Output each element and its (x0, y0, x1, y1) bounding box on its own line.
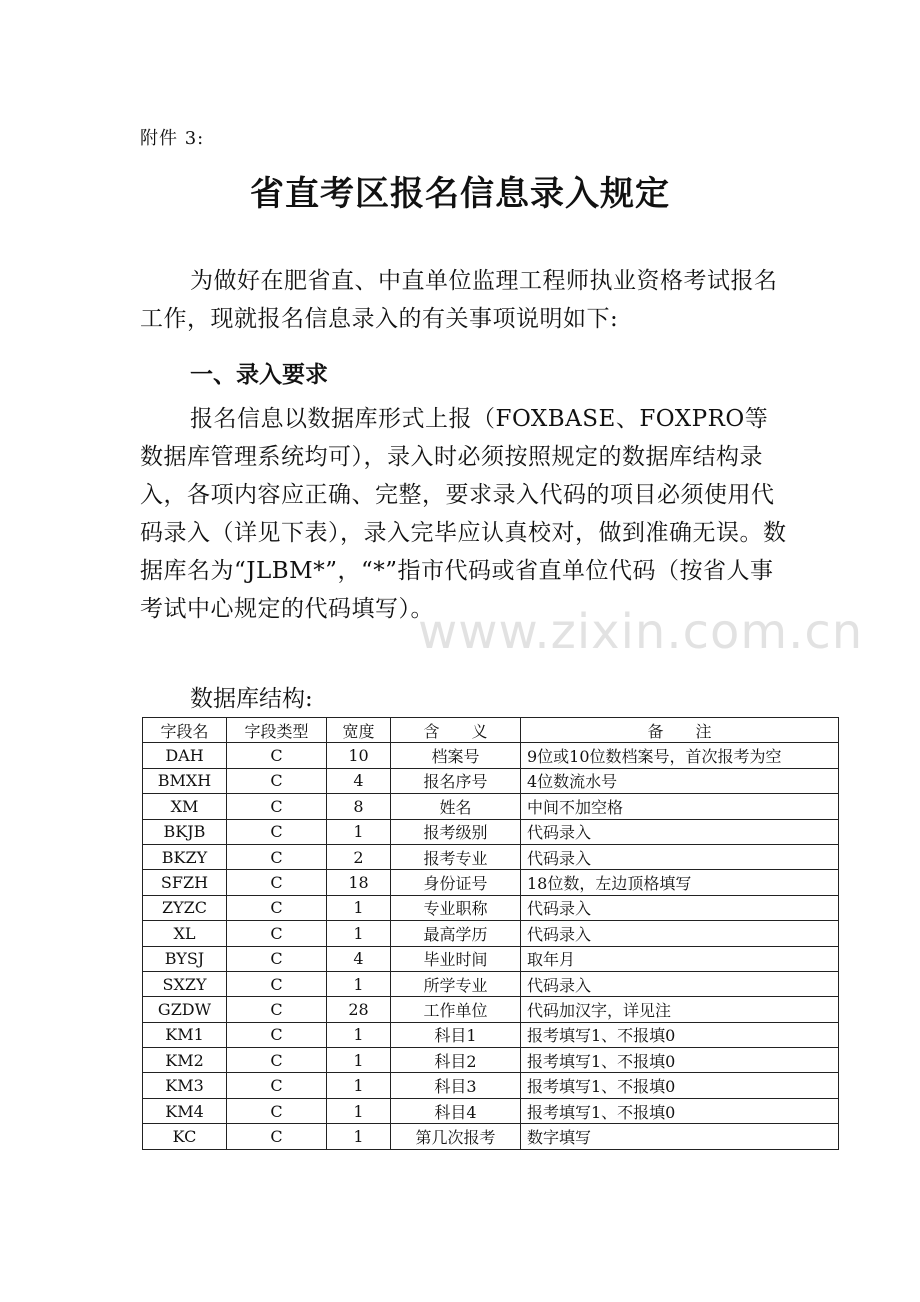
requirements-paragraph: 报名信息以数据库形式上报（FOXBASE、FOXPRO等数据库管理系统均可），录入时必须按照规定的数据库结构录入，各项内容应正确、完整，要求录入代码的项目必须使用代码录入（详见下表），录入完毕应认真校对，做到准确无误。数据库名为“JLBM*”，“*”指市代码或省直单位代码（按省人事考试中心规定的代码填写）。 (140, 406, 787, 622)
table-row (143, 997, 839, 1022)
cell-field-type: C (227, 895, 327, 920)
attachment-label: 附件 3: (140, 128, 205, 149)
cell-width: 2 (327, 844, 391, 869)
cell-field-type: C (227, 819, 327, 844)
cell-field-name: BKJB (143, 819, 227, 844)
table-row (143, 1073, 839, 1098)
cell-remarks: 4位数流水号 (521, 768, 839, 793)
cell-field-name: SXZY (143, 971, 227, 996)
cell-width: 4 (327, 946, 391, 971)
cell-meaning: 所学专业 (391, 971, 521, 996)
table-row (143, 946, 839, 971)
cell-remarks: 代码录入 (521, 895, 839, 920)
table-row (143, 870, 839, 895)
cell-remarks: 代码加汉字，详见注 (521, 997, 839, 1022)
header-field-type: 字段类型 (227, 718, 327, 743)
cell-width: 18 (327, 870, 391, 895)
cell-field-type: C (227, 997, 327, 1022)
table-row (143, 794, 839, 819)
cell-field-type: C (227, 971, 327, 996)
cell-remarks: 报考填写1、不报填0 (521, 1073, 839, 1098)
cell-field-type: C (227, 921, 327, 946)
header-width: 宽度 (327, 718, 391, 743)
cell-field-type: C (227, 1098, 327, 1123)
cell-meaning: 姓名 (391, 794, 521, 819)
cell-width: 1 (327, 971, 391, 996)
cell-field-type: C (227, 768, 327, 793)
table-row (143, 1098, 839, 1123)
cell-remarks: 取年月 (521, 946, 839, 971)
section-heading-requirements: 一、录入要求 (190, 362, 328, 388)
cell-meaning: 专业职称 (391, 895, 521, 920)
cell-field-name: GZDW (143, 997, 227, 1022)
cell-field-name: KM4 (143, 1098, 227, 1123)
cell-meaning: 身份证号 (391, 870, 521, 895)
cell-field-type: C (227, 743, 327, 768)
cell-width: 10 (327, 743, 391, 768)
cell-remarks: 中间不加空格 (521, 794, 839, 819)
intro-paragraph: 为做好在肥省直、中直单位监理工程师执业资格考试报名工作，现就报名信息录入的有关事项说明如下: (140, 268, 778, 332)
cell-field-name: KC (143, 1124, 227, 1149)
cell-width: 1 (327, 819, 391, 844)
table-row (143, 895, 839, 920)
cell-field-type: C (227, 794, 327, 819)
cell-remarks: 数字填写 (521, 1124, 839, 1149)
cell-field-type: C (227, 870, 327, 895)
cell-remarks: 18位数，左边顶格填写 (521, 870, 839, 895)
cell-width: 8 (327, 794, 391, 819)
cell-remarks: 代码录入 (521, 819, 839, 844)
cell-field-name: BMXH (143, 768, 227, 793)
cell-field-type: C (227, 1022, 327, 1047)
cell-meaning: 科目1 (391, 1022, 521, 1047)
table-row (143, 1022, 839, 1047)
cell-meaning: 科目3 (391, 1073, 521, 1098)
cell-meaning: 报考级别 (391, 819, 521, 844)
cell-field-type: C (227, 1073, 327, 1098)
table-row (143, 1048, 839, 1073)
database-structure-table (142, 717, 839, 1150)
table-header-row (143, 718, 839, 743)
cell-field-name: KM3 (143, 1073, 227, 1098)
cell-remarks: 报考填写1、不报填0 (521, 1098, 839, 1123)
table-row (143, 743, 839, 768)
cell-width: 1 (327, 1098, 391, 1123)
cell-remarks: 代码录入 (521, 921, 839, 946)
cell-width: 1 (327, 921, 391, 946)
cell-field-type: C (227, 1048, 327, 1073)
table-row (143, 921, 839, 946)
cell-field-name: XM (143, 794, 227, 819)
cell-remarks: 代码录入 (521, 971, 839, 996)
cell-field-type: C (227, 946, 327, 971)
cell-field-name: SFZH (143, 870, 227, 895)
table-body (143, 743, 839, 1149)
cell-field-type: C (227, 1124, 327, 1149)
cell-field-name: DAH (143, 743, 227, 768)
header-meaning: 含 义 (391, 718, 521, 743)
structure-label: 数据库结构: (190, 686, 313, 712)
cell-meaning: 科目4 (391, 1098, 521, 1123)
cell-field-name: KM1 (143, 1022, 227, 1047)
cell-width: 4 (327, 768, 391, 793)
cell-remarks: 报考填写1、不报填0 (521, 1022, 839, 1047)
table-row (143, 844, 839, 869)
cell-field-name: KM2 (143, 1048, 227, 1073)
cell-field-name: BKZY (143, 844, 227, 869)
cell-meaning: 档案号 (391, 743, 521, 768)
cell-width: 1 (327, 1048, 391, 1073)
cell-field-type: C (227, 844, 327, 869)
cell-width: 28 (327, 997, 391, 1022)
table-row (143, 819, 839, 844)
cell-width: 1 (327, 1124, 391, 1149)
table-row (143, 1124, 839, 1149)
cell-meaning: 毕业时间 (391, 946, 521, 971)
cell-field-name: XL (143, 921, 227, 946)
cell-meaning: 报名序号 (391, 768, 521, 793)
cell-field-name: ZYZC (143, 895, 227, 920)
cell-remarks: 代码录入 (521, 844, 839, 869)
cell-meaning: 最高学历 (391, 921, 521, 946)
cell-width: 1 (327, 895, 391, 920)
cell-meaning: 科目2 (391, 1048, 521, 1073)
cell-width: 1 (327, 1073, 391, 1098)
watermark: www.zixin.com.cn (418, 604, 864, 660)
table-row (143, 971, 839, 996)
cell-remarks: 9位或10位数档案号，首次报考为空 (521, 743, 839, 768)
cell-meaning: 工作单位 (391, 997, 521, 1022)
page-title: 省直考区报名信息录入规定 (250, 174, 670, 214)
cell-field-name: BYSJ (143, 946, 227, 971)
table-row (143, 768, 839, 793)
header-remarks: 备 注 (521, 718, 839, 743)
cell-remarks: 报考填写1、不报填0 (521, 1048, 839, 1073)
header-field-name: 字段名 (143, 718, 227, 743)
cell-meaning: 第几次报考 (391, 1124, 521, 1149)
cell-meaning: 报考专业 (391, 844, 521, 869)
cell-width: 1 (327, 1022, 391, 1047)
